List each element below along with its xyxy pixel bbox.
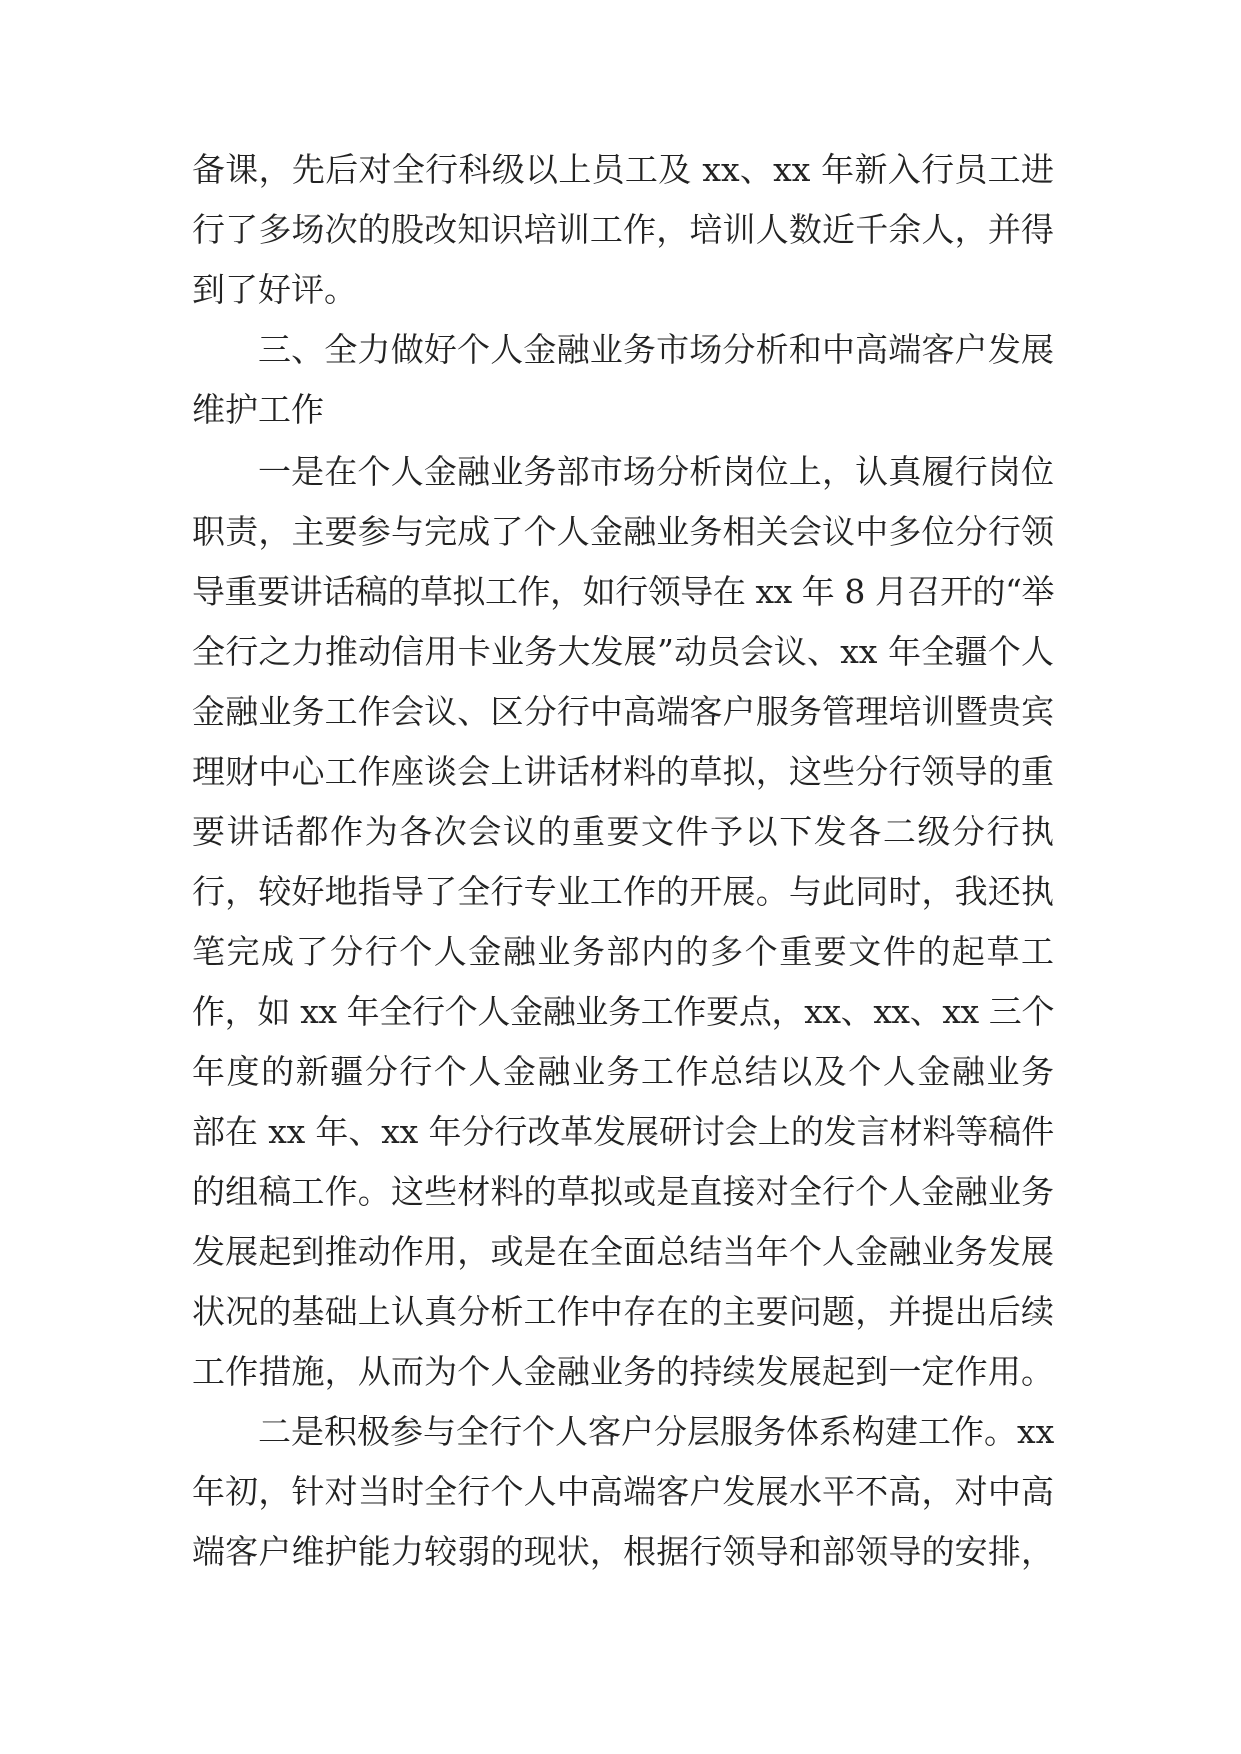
text-line: 年度的新疆分行个人金融业务工作总结以及个人金融业务 [192,1052,1054,1091]
text-line: 发展起到推动作用，或是在全面总结当年个人金融业务发展 [192,1232,1054,1271]
text-line: 理财中心工作座谈会上讲话材料的草拟，这些分行领导的重 [192,752,1054,791]
text-line: 备课，先后对全行科级以上员工及 xx、xx 年新入行员工进 [192,150,1054,189]
text-line: 要讲话都作为各次会议的重要文件予以下发各二级分行执 [192,812,1054,851]
text-line: 笔完成了分行个人金融业务部内的多个重要文件的起草工 [192,932,1054,971]
text-line: 职责，主要参与完成了个人金融业务相关会议中多位分行领 [192,512,1054,551]
text-line: 金融业务工作会议、区分行中高端客户服务管理培训暨贵宾 [192,692,1054,731]
text-line: 导重要讲话稿的草拟工作，如行领导在 xx 年 8 月召开的“举 [192,572,1055,611]
text-line: 工作措施，从而为个人金融业务的持续发展起到一定作用。 [192,1352,1054,1391]
text-line: 行，较好地指导了全行专业工作的开展。与此同时，我还执 [192,872,1054,911]
paragraph-start: 一是在个人金融业务部市场分析岗位上，认真履行岗位 [258,452,1054,491]
text-line: 全行之力推动信用卡业务大发展”动员会议、xx 年全疆个人 [192,632,1054,671]
text-line: 到了好评。 [192,270,357,309]
paragraph-start: 二是积极参与全行个人客户分层服务体系构建工作。xx [258,1412,1055,1451]
text-line: 行了多场次的股改知识培训工作，培训人数近千余人，并得 [192,210,1054,249]
text-line: 作，如 xx 年全行个人金融业务工作要点，xx、xx、xx 三个 [192,992,1054,1031]
text-line: 状况的基础上认真分析工作中存在的主要问题，并提出后续 [192,1292,1054,1331]
text-line: 年初，针对当时全行个人中高端客户发展水平不高，对中高 [192,1472,1054,1511]
text-line: 的组稿工作。这些材料的草拟或是直接对全行个人金融业务 [192,1172,1054,1211]
text-line: 部在 xx 年、xx 年分行改革发展研讨会上的发言材料等稿件 [192,1112,1054,1151]
section-heading: 三、全力做好个人金融业务市场分析和中高端客户发展 [258,330,1054,369]
section-heading-continued: 维护工作 [192,390,324,429]
text-line: 端客户维护能力较弱的现状，根据行领导和部领导的安排， [192,1532,1054,1571]
